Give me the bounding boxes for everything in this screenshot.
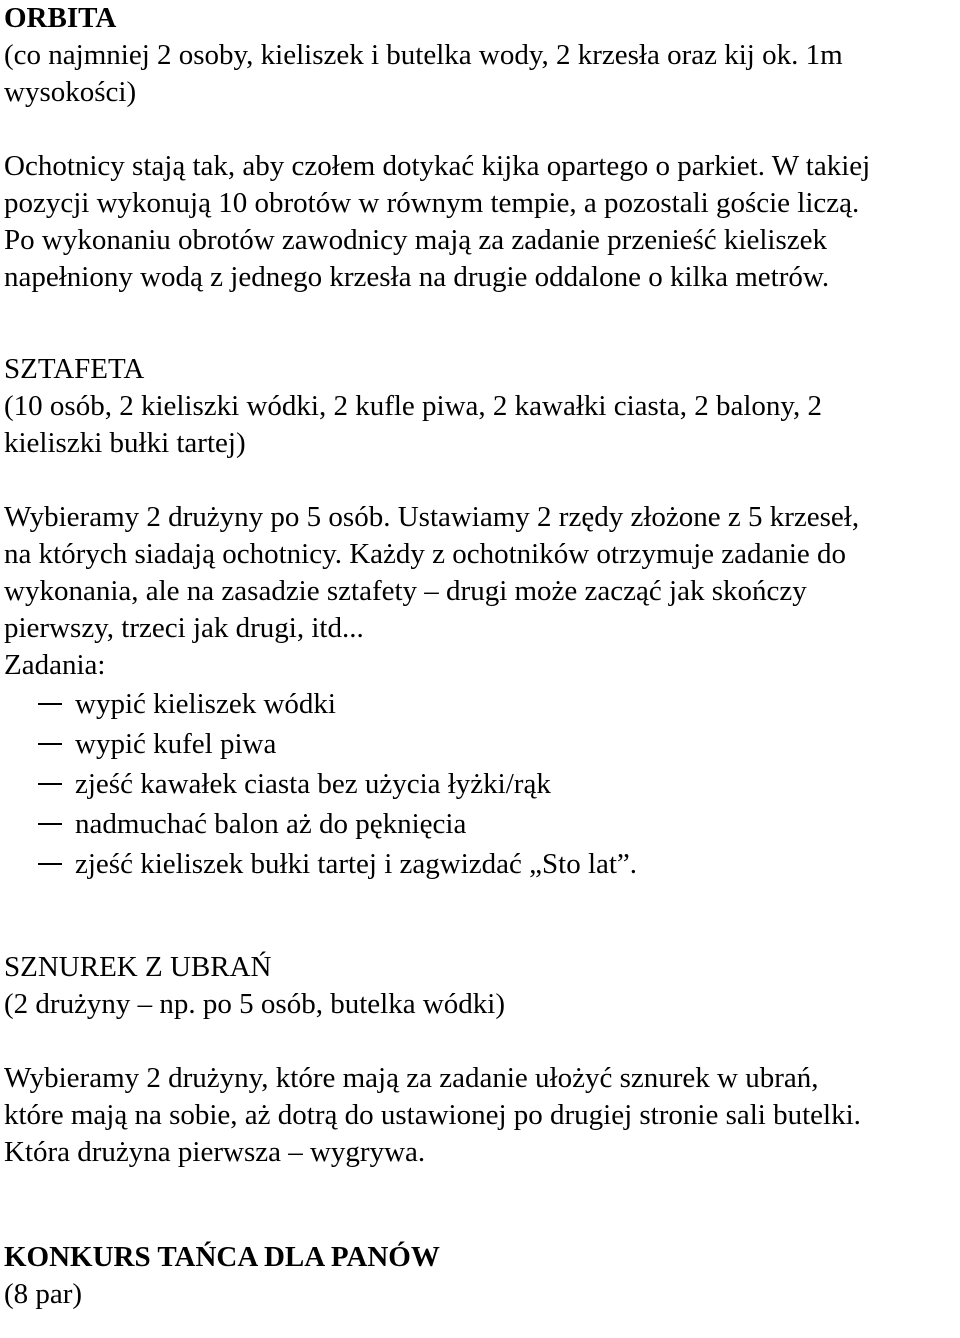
blank-line (4, 884, 956, 921)
task-text: zjeść kawałek ciasta bez użycia łyżki/rąk (75, 768, 551, 800)
blank-line (4, 462, 956, 499)
section-sznurek (4, 949, 956, 1171)
dash-bullet-icon (38, 823, 62, 825)
description-line: wykonania, ale na zasadzie sztafety – drugi może zacząć jak skończy (4, 575, 807, 607)
task-text: zjeść kieliszek bułki tartej i zagwizdać „Sto lat”. (75, 848, 638, 880)
section-title-orbita: ORBITA (4, 2, 117, 34)
dash-bullet-icon (38, 743, 62, 745)
blank-line (4, 1171, 956, 1208)
requirements-line: (10 osób, 2 kieliszki wódki, 2 kufle piwa, 2 kawałki ciasta, 2 balony, 2 (4, 390, 823, 422)
description-line: pierwszy, trzeci jak drugi, itd... (4, 612, 364, 644)
description-line: Która drużyna pierwsza – wygrywa. (4, 1136, 426, 1168)
document-page (4, 0, 956, 1313)
section-title-konkurs: KONKURS TAŃCA DLA PANÓW (4, 1241, 440, 1273)
section-sztafeta (4, 351, 956, 884)
section-orbita (4, 0, 956, 296)
section-title-sztafeta: SZTAFETA (4, 353, 145, 385)
blank-line (4, 921, 956, 949)
list-item (4, 844, 956, 884)
requirements-line: kieliszki bułki tartej) (4, 427, 246, 459)
description-line: pozycji wykonują 10 obrotów w równym tempie, a pozostali goście liczą. (4, 187, 860, 219)
blank-line (4, 333, 956, 351)
description-line: Ochotnicy stają tak, aby czołem dotykać kijka opartego o parkiet. W takiej (4, 150, 871, 182)
blank-line (4, 1023, 956, 1060)
description-line: Po wykonaniu obrotów zawodnicy mają za zadanie przenieść kieliszek (4, 224, 827, 256)
list-item (4, 764, 956, 804)
task-text: nadmuchać balon aż do pęknięcia (75, 808, 467, 840)
requirements-line: (8 par) (4, 1278, 83, 1310)
dash-bullet-icon (38, 863, 62, 865)
section-title-sznurek: SZNUREK Z UBRAŃ (4, 951, 272, 983)
list-item (4, 684, 956, 724)
description-line: które mają na sobie, aż dotrą do ustawionej po drugiej stronie sali butelki. (4, 1099, 861, 1131)
list-item (4, 804, 956, 844)
requirements-line: wysokości) (4, 76, 137, 108)
dash-bullet-icon (38, 703, 62, 705)
tasks-list (4, 684, 956, 884)
requirements-line: (co najmniej 2 osoby, kieliszek i butelka wody, 2 krzesła oraz kij ok. 1m (4, 39, 843, 71)
blank-line (4, 1208, 956, 1239)
section-konkurs (4, 1239, 956, 1313)
task-text: wypić kufel piwa (75, 728, 277, 760)
description-line: na których siadają ochotnicy. Każdy z ochotników otrzymuje zadanie do (4, 538, 847, 570)
task-text: wypić kieliszek wódki (75, 688, 336, 720)
description-line: napełniony wodą z jednego krzesła na drugie oddalone o kilka metrów. (4, 261, 830, 293)
description-line: Wybieramy 2 drużyny po 5 osób. Ustawiamy 2 rzędy złożone z 5 krzeseł, (4, 501, 860, 533)
requirements-line: (2 drużyny – np. po 5 osób, butelka wódki) (4, 988, 505, 1020)
dash-bullet-icon (38, 783, 62, 785)
blank-line (4, 111, 956, 148)
blank-line (4, 296, 956, 333)
tasks-label: Zadania: (4, 649, 106, 681)
description-line: Wybieramy 2 drużyny, które mają za zadanie ułożyć sznurek w ubrań, (4, 1062, 819, 1094)
list-item (4, 724, 956, 764)
